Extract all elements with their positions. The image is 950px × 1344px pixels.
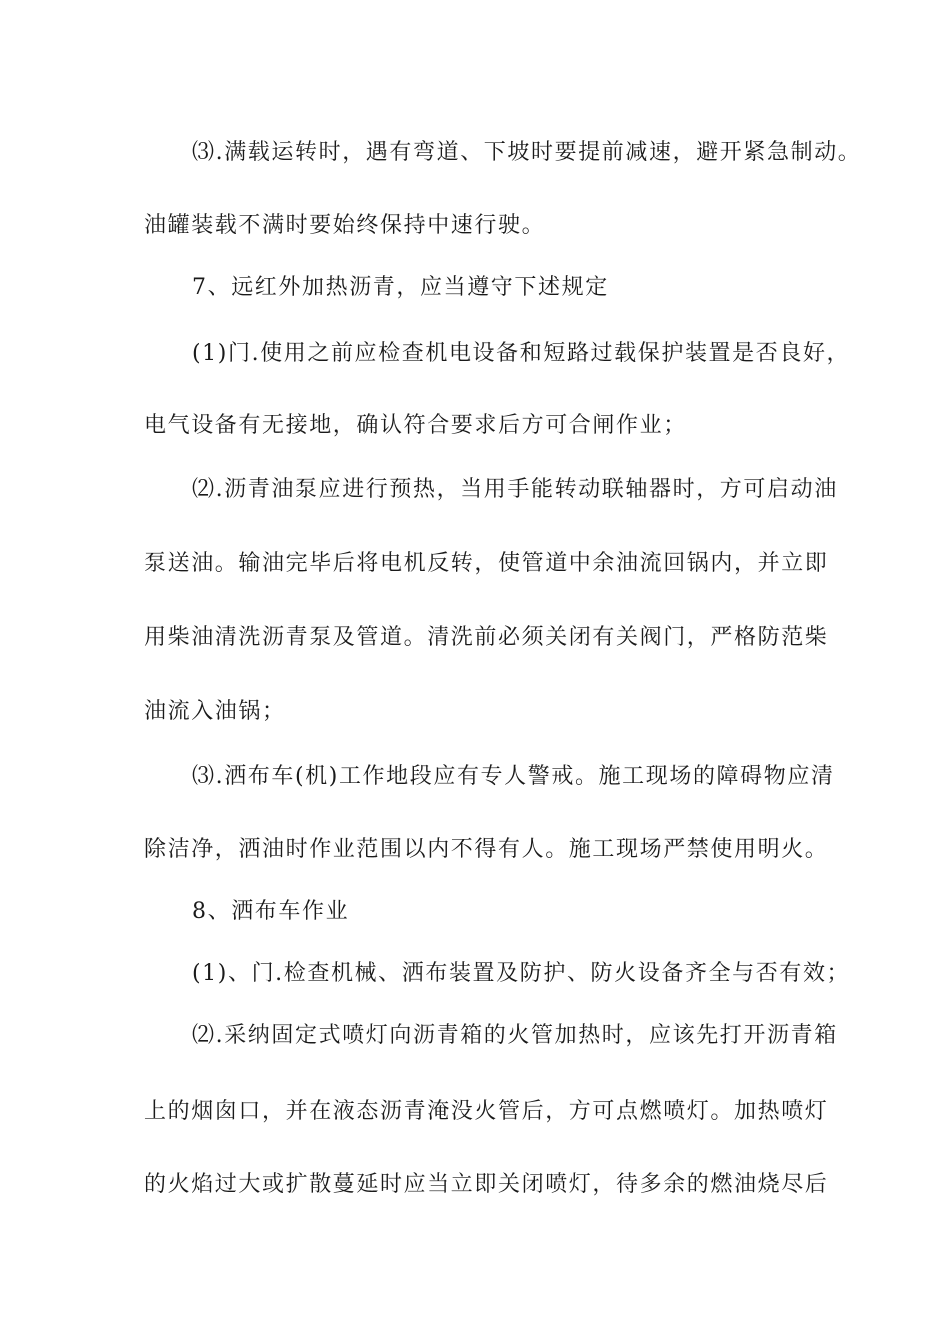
text-line: 泵送油。输油完毕后将电机反转，使管道中余油流回锅内，并立即 bbox=[144, 551, 829, 576]
text-line: ⑵.采纳固定式喷灯向沥青箱的火管加热时，应该先打开沥青箱 bbox=[192, 1023, 838, 1048]
text-line: (1)、门.检查机械、洒布装置及防护、防火设备齐全与否有效； bbox=[192, 961, 851, 986]
text-line: 的火焰过大或扩散蔓延时应当立即关闭喷灯，待多余的燃油烧尽后 bbox=[144, 1172, 829, 1197]
text-line: 上的烟囱口，并在液态沥青淹没火管后，方可点燃喷灯。加热喷灯 bbox=[144, 1099, 829, 1124]
section-heading: 7、远红外加热沥青，应当遵守下述规定 bbox=[192, 275, 609, 300]
text-line: ⑵.沥青油泵应进行预热，当用手能转动联轴器时，方可启动油 bbox=[192, 477, 838, 502]
text-line: 电气设备有无接地，确认符合要求后方可合闸作业； bbox=[144, 413, 687, 438]
text-line: 除洁净，洒油时作业范围以内不得有人。施工现场严禁使用明火。 bbox=[144, 837, 829, 862]
text-line: ⑶.满载运转时，遇有弯道、下坡时要提前减速，避开紧急制动。 bbox=[192, 140, 862, 165]
text-line: 油流入油锅； bbox=[144, 699, 286, 724]
section-heading: 8、洒布车作业 bbox=[192, 899, 350, 924]
text-line: (1)门.使用之前应检查机电设备和短路过载保护装置是否良好， bbox=[192, 341, 851, 366]
text-line: 油罐装载不满时要始终保持中速行驶。 bbox=[144, 213, 546, 238]
text-line: ⑶.洒布车(机)工作地段应有专人警戒。施工现场的障碍物应清 bbox=[192, 764, 835, 789]
text-line: 用柴油清洗沥青泵及管道。清洗前必须关闭有关阀门，严格防范柴 bbox=[144, 625, 829, 650]
